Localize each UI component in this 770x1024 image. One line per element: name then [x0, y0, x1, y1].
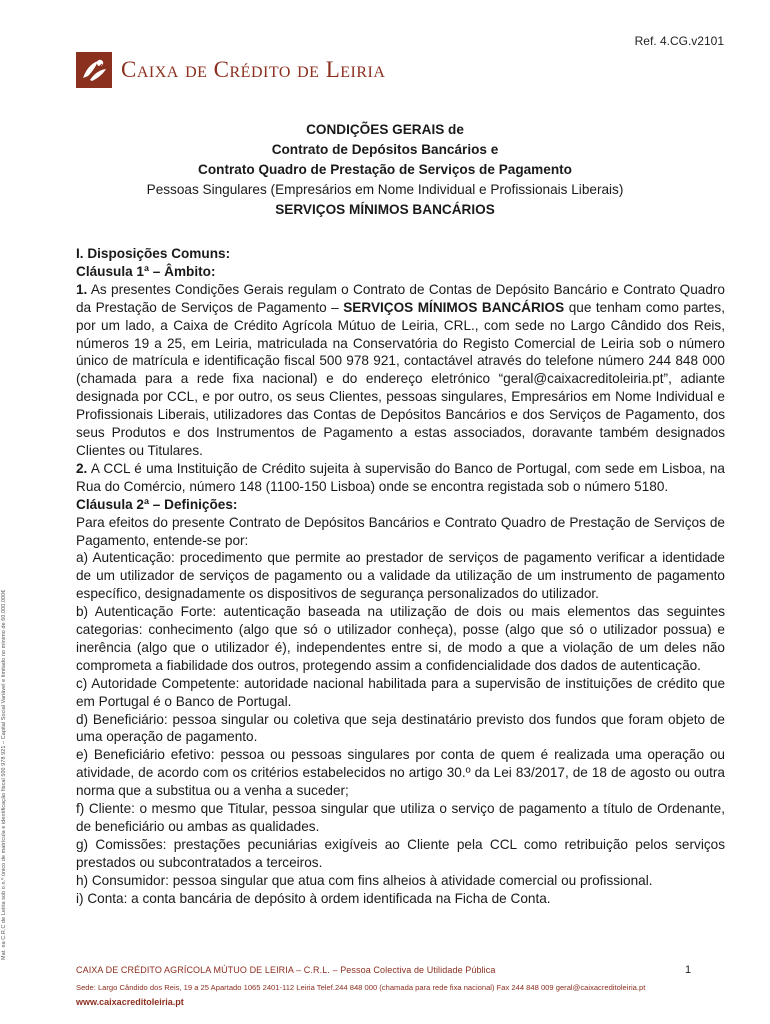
- definition-a: a) Autenticação: procedimento que permite ao prestador de serviços de pagamento verificar a identidade de um utilizador de serviços de pagamento ou a validade da utilização de um instrumento de pagamento específico, designadamente os dispositivos de segurança personalizados do utilizador.: [76, 550, 725, 602]
- title-line-5: SERVIÇOS MÍNIMOS BANCÁRIOS: [275, 202, 495, 217]
- definition-d: d) Beneficiário: pessoa singular ou coletiva que seja destinatário previsto dos fundos que foram objeto de uma operação de pagamento.: [76, 711, 725, 745]
- document-body: [76, 245, 725, 908]
- definition-h: h) Consumidor: pessoa singular que atua com fins alheios à atividade comercial ou profissional.: [76, 872, 653, 888]
- footer-address-line: Sede: Largo Cândido dos Reis, 19 a 25 Apartado 1065 2401-112 Leiria Telef.244 848 000 (chamada para rede fixa nacional) Fax 244 848 009 geral@caixacreditoleiria.pt: [76, 983, 646, 992]
- document-title-block: [60, 120, 710, 220]
- paragraph-1-bold: SERVIÇOS MÍNIMOS BANCÁRIOS: [343, 299, 565, 315]
- paragraph-2-number: 2.: [76, 460, 88, 476]
- bank-logo: [76, 52, 385, 88]
- title-line-3: Contrato Quadro de Prestação de Serviços de Pagamento: [198, 162, 572, 177]
- title-line-1: CONDIÇÕES GERAIS de: [306, 122, 464, 137]
- document-reference: Ref. 4.CG.v2101: [634, 34, 724, 48]
- paragraph-1-text-b: que tenham como partes, por um lado, a Caixa de Crédito Agrícola Mútuo de Leiria, CRL., com sede no Largo Cândido dos Reis, números 19 a 25, em Leiria, matriculada na Conservatória do Registo Comercial de Leiria sob o número único de matrícula e identificação fiscal 500 978 921, contactável através do telefone número 244 848 000 (chamada para a rede fixa nacional) e do endereço eletrónico “geral@caixacreditoleiria.pt”, adiante designada por CCL, e por outro, os seus Clientes, pessoas singulares, Empresários em Nome Individual e Profissionais Liberais, utilizadores das Contas de Depósitos Bancários e dos Serviços de Pagamento, dos seus Produtos e dos Instrumentos de Pagamento a estas associados, doravante também designados Clientes ou Titulares.: [76, 299, 725, 458]
- definition-c: c) Autoridade Competente: autoridade nacional habilitada para a supervisão de instituições de crédito que em Portugal é o Banco de Portugal.: [76, 675, 725, 709]
- definition-g: g) Comissões: prestações pecuniárias exigíveis ao Cliente pela CCL como retribuição pelos serviços prestados ou subcontratados a terceiros.: [76, 836, 725, 870]
- clause-2-heading: Cláusula 2ª – Definições:: [76, 496, 238, 512]
- paragraph-2: [76, 460, 725, 496]
- title-line-4: Pessoas Singulares (Empresários em Nome Individual e Profissionais Liberais): [146, 182, 624, 197]
- section-heading: I. Disposições Comuns:: [76, 246, 231, 261]
- paragraph-1: [76, 281, 725, 460]
- footer-company-line: CAIXA DE CRÉDITO AGRÍCOLA MÚTUO DE LEIRIA – C.R.L. – Pessoa Colectiva de Utilidade Pública: [76, 965, 496, 975]
- paragraph-3: Para efeitos do presente Contrato de Depósitos Bancários e Contrato Quadro de Prestação de Serviços de Pagamento, entende-se por:: [76, 514, 725, 548]
- definition-f: f) Cliente: o mesmo que Titular, pessoa singular que utiliza o serviço de pagamento a título de Ordenante, de beneficiário ou ambas as qualidades.: [76, 801, 725, 834]
- clause-1-heading: Cláusula 1ª – Âmbito:: [76, 263, 216, 279]
- definition-i: i) Conta: a conta bancária de depósito à ordem identificada na Ficha de Conta.: [76, 890, 551, 906]
- page-number: 1: [685, 964, 692, 976]
- paragraph-1-text-a: As presentes Condições Gerais regulam o Contrato de Contas de Depósito Bancário e Contrato Quadro da Prestação de Serviços de Pagamento –: [76, 281, 725, 315]
- registration-side-note: Mat. na C.R.C de Leiria sob o n.º único de matrícula e identificação fiscal 500 978 921 – Capital Social Variável e limitado no mínimo de 60.000.000€: [1, 589, 7, 960]
- paragraph-1-number: 1.: [76, 281, 88, 297]
- definition-b: b) Autenticação Forte: autenticação baseada na utilização de dois ou mais elementos das seguintes categorias: conhecimento (algo que só o utilizador conheça), posse (algo que só o utilizador possua) e inerência (algo que o utilizador é), independentes entre si, de modo a que a violação de um deles não comprometa a fiabilidade dos outros, protegendo assim a confidencialidade dos dados de autenticação.: [76, 604, 725, 673]
- footer-website-link[interactable]: www.caixacreditoleiria.pt: [76, 997, 184, 1007]
- paragraph-2-text: A CCL é uma Instituição de Crédito sujeita à supervisão do Banco de Portugal, com sede em Lisboa, na Rua do Comércio, número 148 (1100-150 Lisboa) onde se encontra registada sob o número 5180.: [76, 460, 725, 494]
- bank-name: Caixa de Crédito de Leiria: [121, 57, 386, 82]
- bank-emblem-icon: [76, 52, 112, 88]
- title-line-2: Contrato de Depósitos Bancários e: [271, 142, 499, 157]
- definition-e: e) Beneficiário efetivo: pessoa ou pessoas singulares por conta de quem é realizada uma operação ou atividade, de acordo com os critérios estabelecidos no artigo 30.º da Lei 83/2017, de 18 de agosto ou outra norma que a substitua ou a venha a suceder;: [76, 747, 725, 799]
